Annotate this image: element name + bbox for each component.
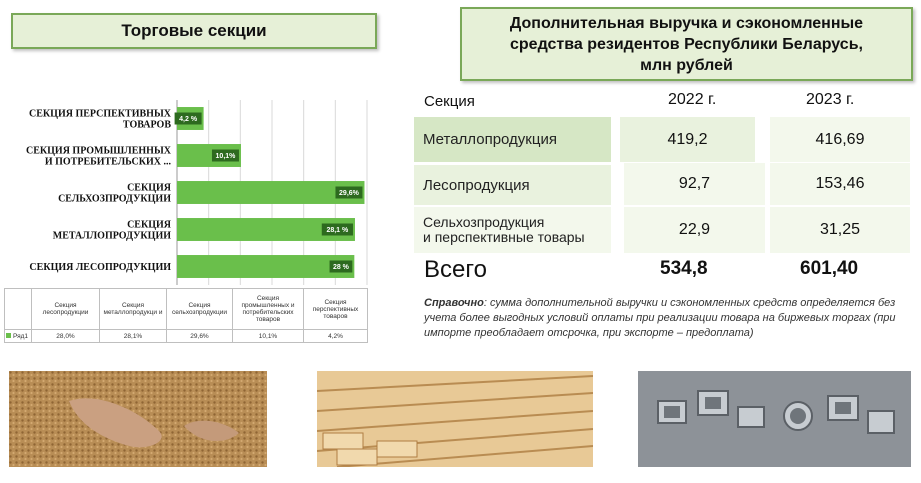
section-title: Торговые секции — [11, 13, 377, 49]
chart-data-label: 10,1% — [215, 153, 236, 160]
series-name: Ряд1 — [13, 332, 29, 340]
data-table-legend — [5, 330, 32, 343]
table-total-2022: 534,8 — [660, 258, 708, 279]
chart-data-label: 4,2 % — [179, 116, 198, 123]
chart-category-label: СЕКЦИЯ МЕТАЛЛОПРОДУКЦИИ — [52, 219, 171, 242]
data-table-value: 10,1% — [233, 330, 304, 343]
table-header-2023: 2023 г. — [806, 91, 855, 108]
chart-category-label: СЕКЦИЯ СЕЛЬХОЗПРОДУКЦИИ — [58, 182, 171, 205]
table-header-section: Секция — [424, 93, 475, 110]
chart-category-label: СЕКЦИЯ ЛЕСОПРОДУКЦИИ — [29, 262, 171, 273]
data-table-value: 4,2% — [304, 330, 368, 343]
table-row-label: Металлопродукция — [423, 131, 557, 148]
table-row-label: Лесопродукция — [423, 176, 530, 194]
table-cell-2023: 31,25 — [770, 207, 910, 253]
table-title-line-1: Дополнительная выручка и сэкономленные — [509, 15, 864, 32]
table-cell-2022: 92,7 — [624, 163, 765, 205]
reference-note — [424, 296, 914, 341]
table-title-line-3: млн рублей — [640, 57, 733, 74]
chart-category-label: СЕКЦИЯ ПРОМЫШЛЕННЫХ И ПОТРЕБИТЕЛЬСКИХ ... — [26, 145, 171, 168]
table-cell-2022: 419,2 — [620, 117, 755, 162]
table-cell-2022: 22,9 — [624, 207, 765, 253]
data-table-value: 28,1% — [100, 330, 167, 343]
chart-data-label: 28,1 % — [326, 227, 349, 234]
chart-data-label: 28 % — [332, 264, 349, 271]
metal-pipes-image — [638, 371, 911, 467]
table-cell-2023: 416,69 — [770, 117, 910, 162]
chart-bar — [177, 255, 354, 278]
table-row-label: и перспективные товары — [423, 229, 585, 245]
data-table-header: Секция промышленных и потребительских товаров — [233, 289, 304, 330]
table-row-name — [414, 117, 611, 162]
grain-image — [9, 371, 267, 467]
table-header-2022: 2022 г. — [668, 91, 717, 108]
table-row-name — [414, 207, 611, 253]
data-table-value: 29,6% — [167, 330, 233, 343]
data-table-header: Секция лесопродукции — [32, 289, 100, 330]
table-cell-2023: 153,46 — [770, 163, 910, 205]
chart-category-label: СЕКЦИЯ ПЕРСПЕКТИВНЫХ ТОВАРОВ — [29, 108, 171, 131]
sections-bar-chart — [5, 98, 385, 288]
chart-data-table — [4, 288, 368, 343]
lumber-photo — [317, 371, 593, 467]
table-row-label: Сельхозпродукция — [423, 214, 545, 230]
data-table-header: Секция сельхозпродукции — [167, 289, 233, 330]
grain-photo — [9, 371, 267, 467]
chart-data-label: 29,6% — [339, 190, 359, 197]
table-title-line-2: средства резидентов Республики Беларусь, — [510, 36, 863, 53]
metal-pipes-photo — [638, 371, 911, 467]
data-table-header: Секция металлопродукци и — [100, 289, 167, 330]
data-table-value: 28,0% — [32, 330, 100, 343]
data-table-header: Секция перспективных товаров — [304, 289, 368, 330]
lumber-image — [317, 371, 593, 467]
table-row-name — [414, 165, 611, 205]
table-total-2023: 601,40 — [800, 258, 859, 279]
legend-swatch-icon — [6, 333, 11, 338]
note-text: : сумма дополнительной выручки и сэкономленных средств определяется без учета более выгодных условий оплаты при реализации товара на биржевых торгах (при импорте преобладает отсрочка, при экспорте – предоплата) — [424, 297, 896, 339]
table-total-label: Всего — [424, 256, 487, 283]
note-lead: Справочно — [424, 297, 484, 309]
table-title — [460, 7, 913, 81]
